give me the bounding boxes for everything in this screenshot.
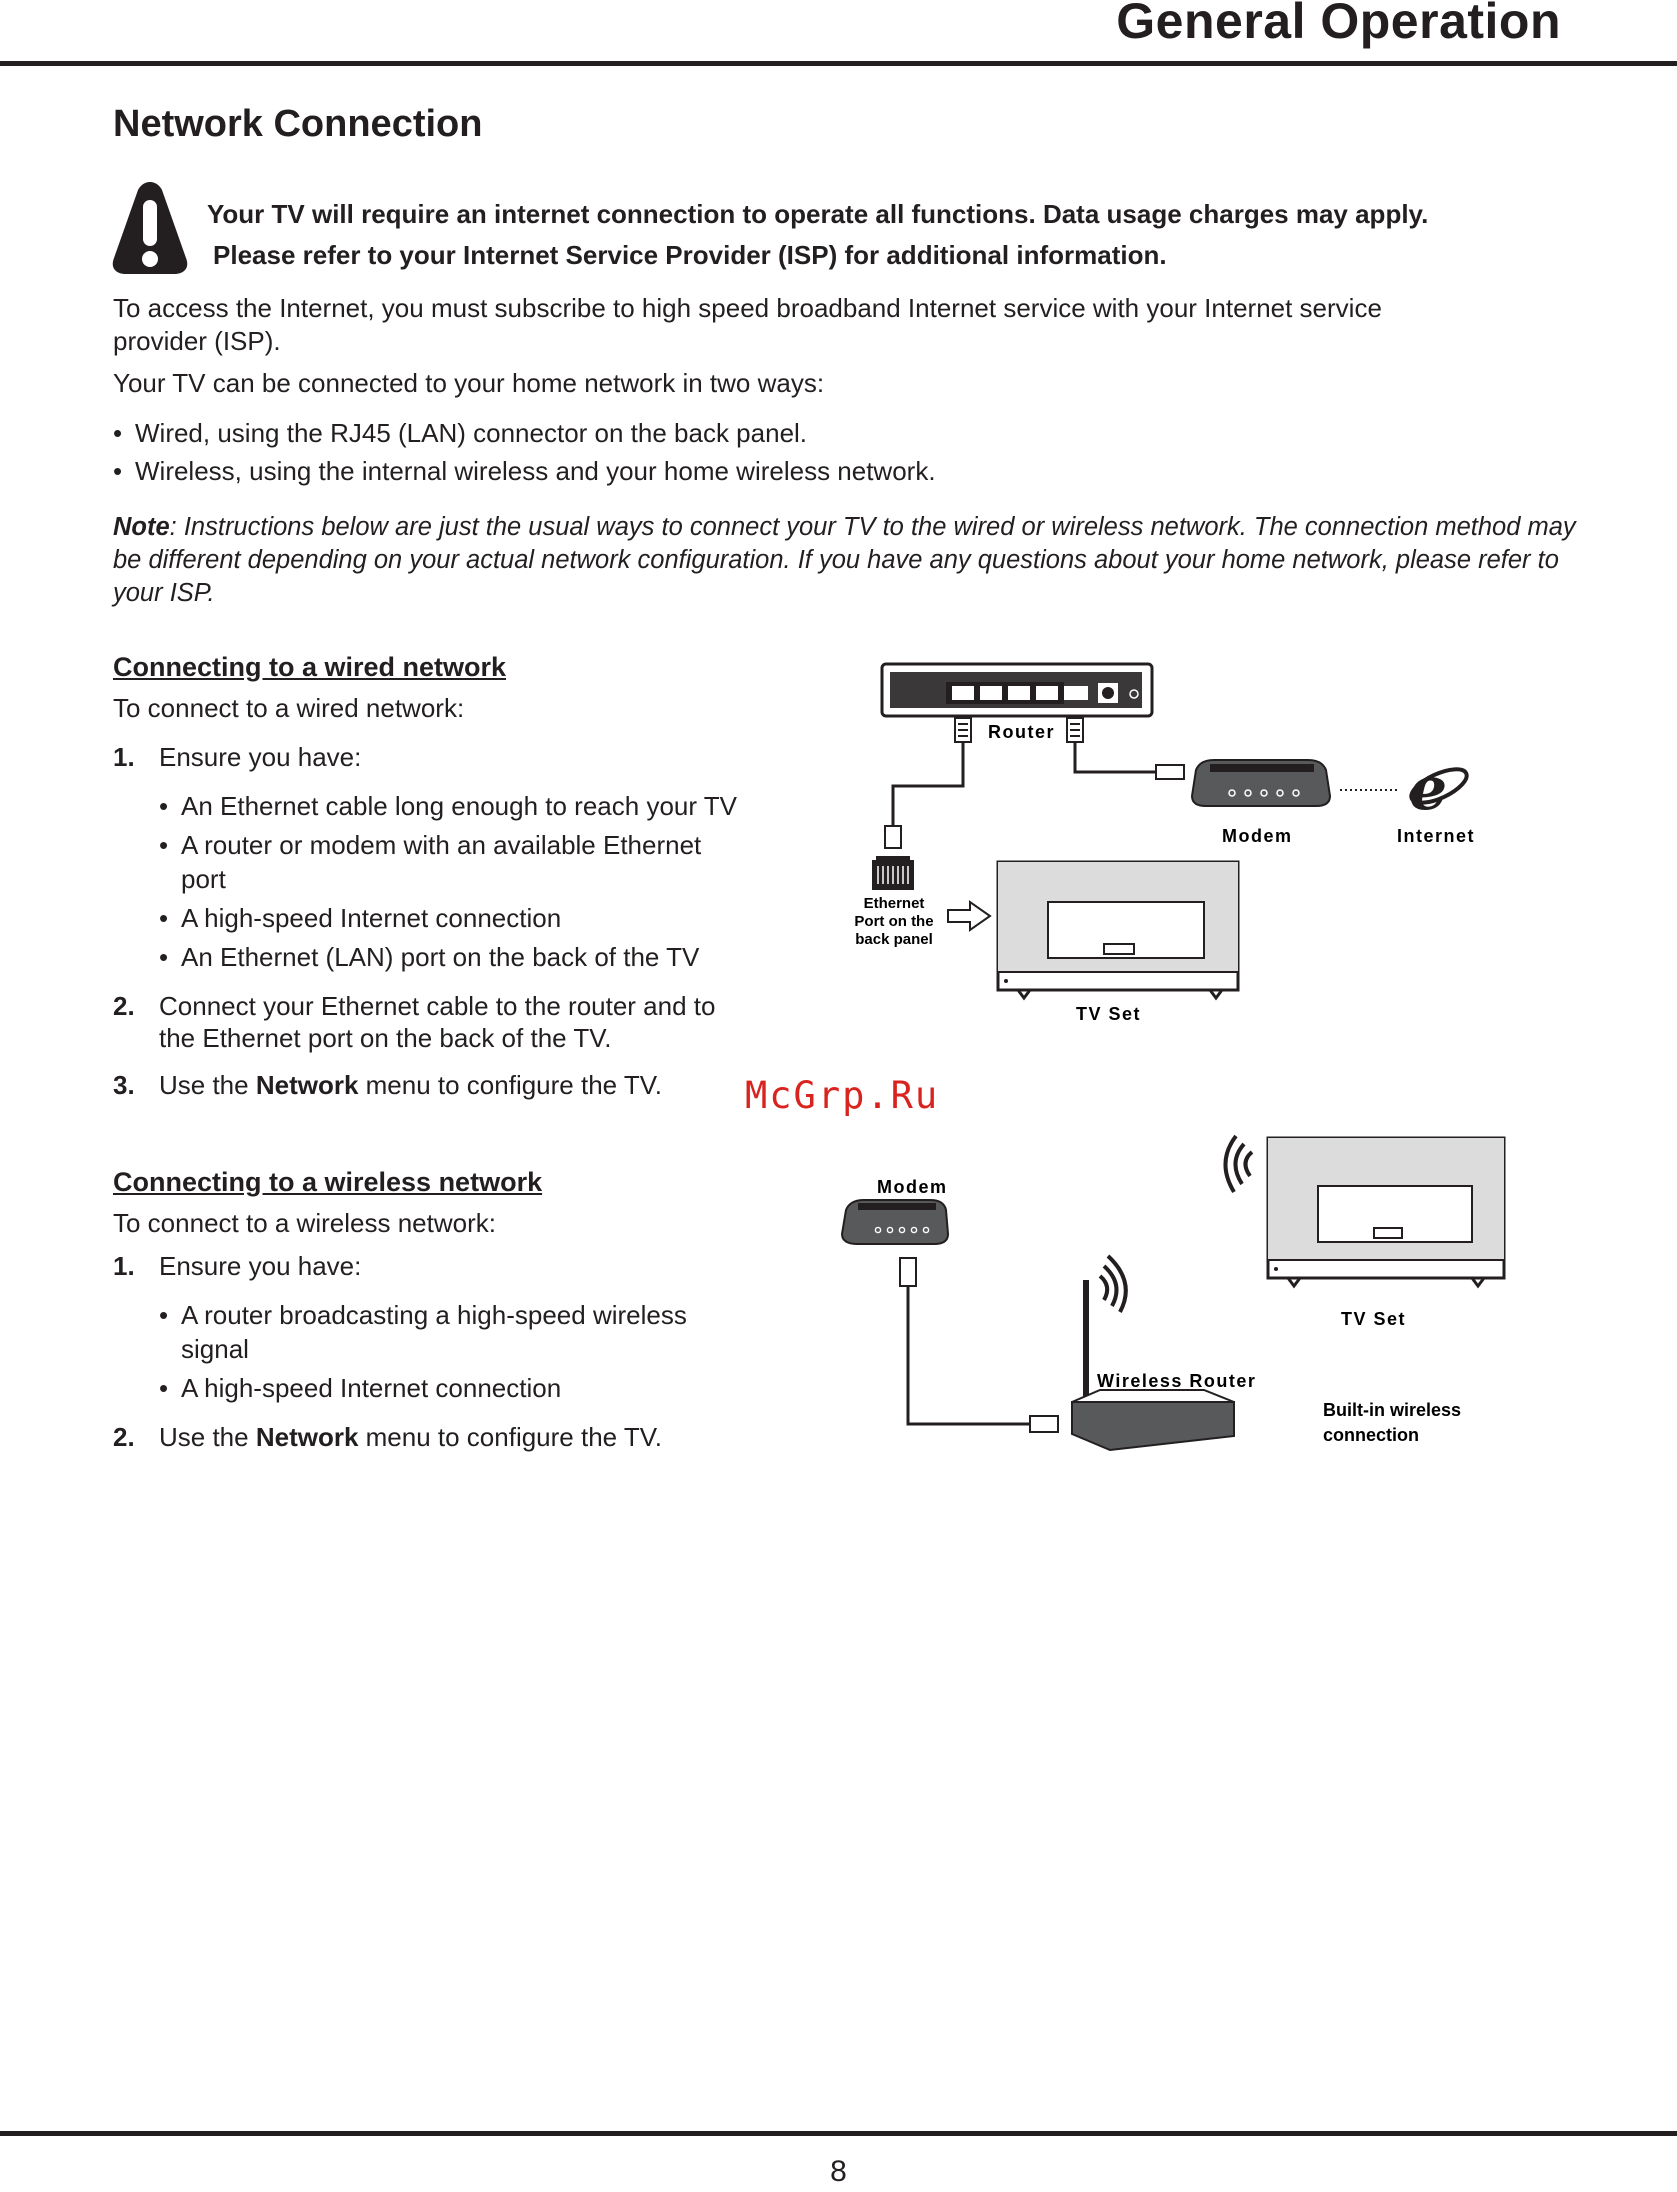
wireless-step-2-number: 2. (113, 1422, 135, 1452)
modem-plug (1156, 765, 1184, 779)
internet-explorer-icon (1407, 754, 1472, 824)
page-number: 8 (830, 2155, 847, 2188)
page-header-title: General Operation (1116, 0, 1561, 49)
wired-bullet-2-text: A router or modem with an available Ethernet (181, 830, 702, 860)
intro-line-2: provider (ISP). (113, 326, 281, 356)
tv-set-back (998, 862, 1238, 998)
wireless-bullet-1-cont: signal (181, 1334, 249, 1364)
wired-bullet-2: • A router or modem with an available Ethernet (159, 830, 702, 860)
wireless-step-1-number: 1. (113, 1251, 135, 1281)
ethernet-port-label-1: Ethernet (863, 895, 925, 912)
modem-cable (1075, 742, 1156, 772)
wired-bullet-3-text: A high-speed Internet connection (181, 903, 562, 933)
wired-step-1 (113, 741, 361, 774)
ethernet-port-label-2: Port on the (854, 913, 934, 930)
internet-label: Internet (1397, 826, 1476, 846)
wired-bullet-1: • An Ethernet cable long enough to reach your TV (159, 791, 738, 821)
wired-bullet-4: • An Ethernet (LAN) port on the back of the TV (159, 942, 700, 972)
ethernet-port-label-3: back panel (855, 931, 933, 948)
wireless-step-1 (113, 1250, 361, 1283)
warning-text-line-1: Your TV will require an internet connection to operate all functions. Data usage charges may apply. (207, 199, 1429, 229)
wireless-heading: Connecting to a wireless network (113, 1167, 543, 1197)
wireless-router-device (1072, 1256, 1234, 1450)
ethernet-plug (885, 826, 901, 848)
ethernet-port-icon (872, 856, 914, 890)
wired-step-1-text: Ensure you have: (159, 742, 362, 772)
wireless-modem-plug (900, 1258, 916, 1286)
svg-text:e: e (1409, 754, 1448, 824)
footer-rule (0, 2131, 1677, 2136)
arrow-right-icon (948, 902, 990, 930)
intro-bullet-1-text: Wired, using the RJ45 (LAN) connector on the back panel. (135, 418, 808, 448)
wired-step-3-number: 3. (113, 1070, 135, 1100)
header-rule (0, 61, 1677, 66)
warning-icon (112, 180, 188, 276)
wired-step-2-number: 2. (113, 991, 135, 1021)
wired-step-1-number: 1. (113, 742, 135, 772)
wireless-bullet-1-text: A router broadcasting a high-speed wireless (181, 1300, 687, 1330)
wired-network-diagram (830, 650, 1510, 1050)
wireless-step-2-post: menu to configure the TV. (358, 1422, 662, 1452)
intro-line-1: To access the Internet, you must subscribe to high speed broadband Internet service with your Internet service (113, 293, 1382, 323)
wired-heading: Connecting to a wired network (113, 652, 507, 682)
modem-label: Modem (1222, 826, 1293, 846)
wired-step-3 (113, 1069, 662, 1102)
note-label: Note (113, 513, 170, 541)
warning-text-line-2: Please refer to your Internet Service Provider (ISP) for additional information. (213, 240, 1167, 270)
wireless-modem-label: Modem (877, 1177, 948, 1197)
wireless-network-diagram (830, 1125, 1510, 1465)
wireless-modem-device (842, 1200, 948, 1244)
wireless-step-2 (113, 1421, 662, 1454)
note-text: : Instructions below are just the usual ways to connect your TV to the wired or wireless network. The connection method may be different depending on your actual network configuration. If you have any questions about your home network, please refer to your ISP. (113, 513, 1576, 607)
wireless-router-plug (1030, 1416, 1058, 1432)
wired-bullet-1-text: An Ethernet cable long enough to reach your TV (181, 791, 738, 821)
wireless-step-2-pre: Use the (159, 1422, 256, 1452)
wireless-bullet-1: • A router broadcasting a high-speed wireless (159, 1300, 687, 1330)
wired-step-2-cont: the Ethernet port on the back of the TV. (159, 1023, 612, 1053)
wireless-tv-set (1268, 1138, 1504, 1286)
intro-bullet-1: • Wired, using the RJ45 (LAN) connector on the back panel. (113, 418, 808, 448)
wireless-tv-label: TV Set (1341, 1309, 1407, 1329)
watermark: McGrp.Ru (745, 1074, 940, 1117)
wireless-modem-cable (908, 1286, 1030, 1424)
wireless-bullet-2: • A high-speed Internet connection (159, 1373, 562, 1403)
wired-bullet-2-cont: port (181, 864, 226, 894)
wired-step-3-post: menu to configure the TV. (358, 1070, 662, 1100)
wired-bullet-3: • A high-speed Internet connection (159, 903, 562, 933)
wired-bullet-4-text: An Ethernet (LAN) port on the back of the TV (181, 942, 700, 972)
wireless-step-1-text: Ensure you have: (159, 1251, 362, 1281)
wired-step-2-text: Connect your Ethernet cable to the router and to (159, 991, 716, 1021)
wired-tv-label: TV Set (1076, 1004, 1142, 1024)
intro-bullet-2: • Wireless, using the internal wireless and your home wireless network. (113, 456, 936, 486)
tv-wifi-icon (1225, 1136, 1252, 1192)
builtin-wireless-label-1: Built-in wireless (1323, 1400, 1462, 1420)
wired-step-3-pre: Use the (159, 1070, 256, 1100)
note-paragraph (113, 511, 1583, 610)
ethernet-cable (893, 742, 963, 826)
wireless-bullet-2-text: A high-speed Internet connection (181, 1373, 562, 1403)
modem-device (1192, 760, 1330, 806)
intro-bullet-2-text: Wireless, using the internal wireless and your home wireless network. (135, 456, 936, 486)
wireless-step-2-network: Network (255, 1422, 359, 1452)
wireless-lead: To connect to a wireless network: (113, 1208, 496, 1238)
intro-line-3: Your TV can be connected to your home network in two ways: (113, 368, 825, 398)
wired-lead: To connect to a wired network: (113, 693, 465, 723)
wired-step-2 (113, 990, 715, 1023)
wireless-router-label: Wireless Router (1097, 1371, 1257, 1391)
section-title: Network Connection (113, 103, 483, 145)
builtin-wireless-label-2: connection (1323, 1425, 1420, 1445)
router-device (882, 664, 1152, 716)
wired-step-3-network: Network (255, 1070, 359, 1100)
router-label: Router (988, 722, 1055, 742)
